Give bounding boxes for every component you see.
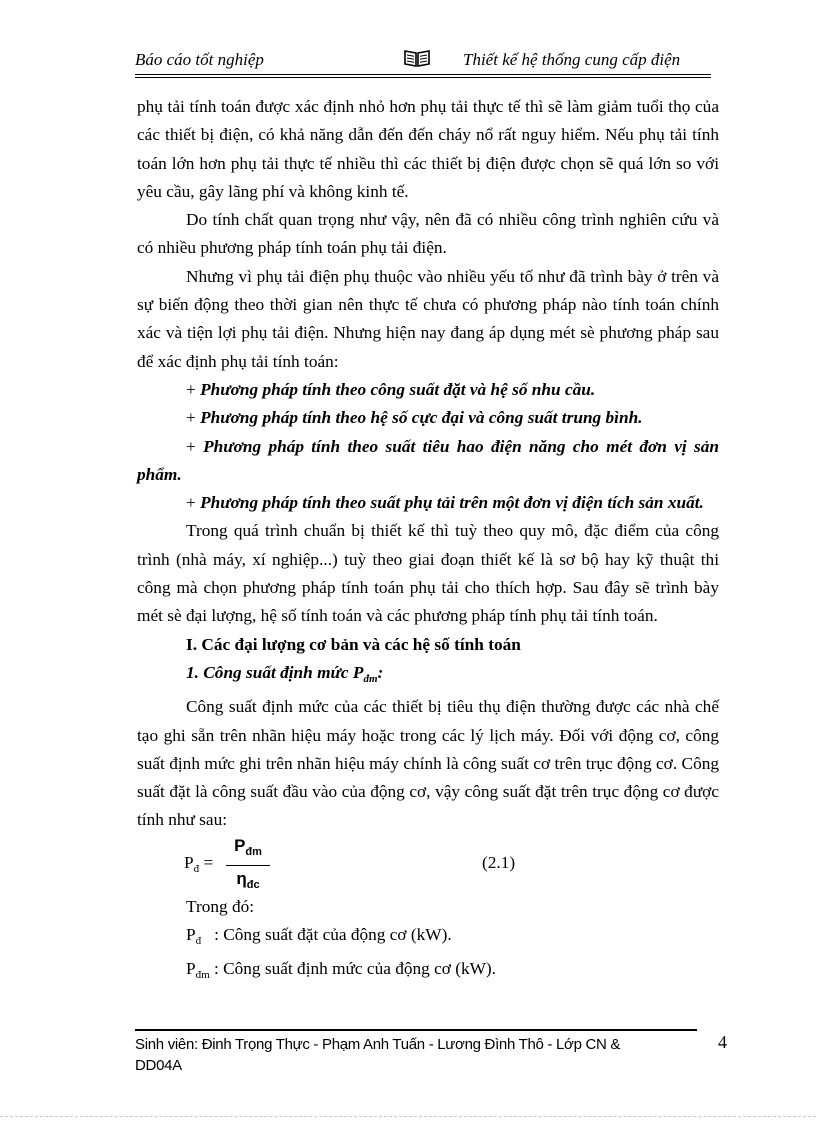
- plus-sign: +: [186, 436, 204, 456]
- subsection-heading-subscript: đm: [363, 672, 378, 685]
- definition-text: : Công suất đặt của động cơ (kW).: [201, 925, 452, 945]
- method-item-2: [137, 404, 719, 432]
- denominator-symbol: η: [236, 868, 247, 888]
- page-number: 4: [718, 1032, 727, 1052]
- definition-subscript: đm: [195, 969, 210, 982]
- page-header: [135, 50, 710, 72]
- page-bottom-border: [0, 1116, 816, 1117]
- numerator-subscript: đm: [245, 845, 262, 858]
- equals-sign: =: [199, 852, 214, 872]
- plus-sign: +: [186, 493, 201, 513]
- method-item-1: [137, 376, 719, 404]
- trong-do-label: Trong đó:: [186, 896, 255, 916]
- equation-2-1: [184, 835, 719, 893]
- open-book-icon: [403, 48, 431, 68]
- paragraph-5: Công suất định mức của các thiết bị tiêu thụ điện thường được các nhà chế tạo ghi sẵn trên nhãn hiệu máy hoặc trong các lý lịch máy. Đối với động cơ, công suất định mức ghi trên nhãn hiệu máy chính là công suất cơ trên trục động cơ. Công suất đặt là công suất đầu vào của động cơ, vậy công suất đặt trên trục động cơ được tính như sau:: [137, 697, 719, 830]
- equation-number: (2.1): [482, 852, 516, 872]
- lhs-symbol: P: [184, 852, 194, 872]
- definition-text: : Công suất định mức của động cơ (kW).: [209, 959, 496, 979]
- header-right-title: Thiết kế hệ thống cung cấp điện: [463, 50, 681, 69]
- definition-symbol: P: [186, 925, 196, 945]
- lhs-subscript: đ: [193, 862, 200, 875]
- definition-pd: [137, 921, 719, 955]
- header-rule: [135, 74, 711, 78]
- method-item-3: [137, 433, 719, 490]
- method-text: Phương pháp tính theo suất tiêu hao điện năng cho mét đơn vị sản phẩm.: [137, 436, 719, 484]
- section-heading: I. Các đại lượng cơ bản và các hệ số tính toán: [186, 634, 521, 654]
- fraction-denominator: [226, 868, 270, 896]
- paragraph-2: Do tính chất quan trọng như vậy, nên đã có nhiều công trình nghiên cứu và có nhiều phương pháp tính toán phụ tải điện.: [137, 210, 719, 258]
- footer-student-names: Sinh viên: Đinh Trọng Thực - Phạm Anh Tuấn - Lương Đình Thô - Lớp CN & DD04A: [135, 1036, 621, 1074]
- paragraph-4: Trong quá trình chuẩn bị thiết kế thì tuỳ theo quy mô, đặc điểm của công trình (nhà máy, xí nghiệp...) tuỳ theo giai đoạn thiết kế là sơ bộ hay kỹ thuật thi công mà chọn phương pháp tính toán phụ tải cho thích hợp. Sau đây sẽ trình bày mét sè đại lượng, hệ số tính toán và các phương pháp tính phụ tải tính toán.: [137, 521, 719, 626]
- numerator-symbol: P: [234, 835, 246, 855]
- document-body: [137, 93, 719, 990]
- fraction-bar: [226, 865, 270, 866]
- method-text: Phương pháp tính theo công suất đặt và hệ số nhu cầu.: [200, 379, 596, 399]
- definition-symbol: P: [186, 959, 196, 979]
- header-left-title: Báo cáo tốt nghiệp: [135, 50, 264, 69]
- plus-sign: +: [186, 408, 201, 428]
- paragraph-3: Nhưng vì phụ tải điện phụ thuộc vào nhiều yếu tố như đã trình bày ở trên và sự biến động theo thời gian nên thực tế chưa có phương pháp nào tính toán chính xác và tiện lợi phụ tải điện. Nhưng hiện nay đang áp dụng mét sè phương pháp sau để xác định phụ tải tính toán:: [137, 266, 719, 371]
- footer-rule: [135, 1029, 697, 1031]
- subsection-heading-text: 1. Công suất định mức P: [186, 662, 364, 682]
- equation-lhs: [184, 849, 213, 883]
- subsection-heading-colon: :: [377, 662, 384, 682]
- definition-subscript: đ: [195, 935, 202, 948]
- fraction-numerator: [226, 835, 270, 863]
- subsection-heading: [137, 659, 719, 693]
- method-item-4: [137, 489, 719, 517]
- plus-sign: +: [186, 379, 201, 399]
- definition-pdm: [137, 955, 719, 989]
- equation-fraction: [226, 835, 270, 896]
- method-text: Phương pháp tính theo hệ số cực đại và công suất trung bình.: [200, 408, 643, 428]
- denominator-subscript: đc: [246, 878, 260, 891]
- method-text: Phương pháp tính theo suất phụ tải trên một đơn vị điện tích sản xuất.: [200, 493, 704, 513]
- paragraph-1: phụ tải tính toán được xác định nhỏ hơn phụ tải thực tế thì sẽ làm giảm tuổi thọ của các thiết bị điện, có khả năng dẫn đến đến cháy nổ rất nguy hiểm. Nếu phụ tải tính toán lớn hơn phụ tải thực tế nhiều thì các thiết bị điện được chọn sẽ quá lớn so với yêu cầu, gây lãng phí và không kinh tế.: [137, 97, 719, 201]
